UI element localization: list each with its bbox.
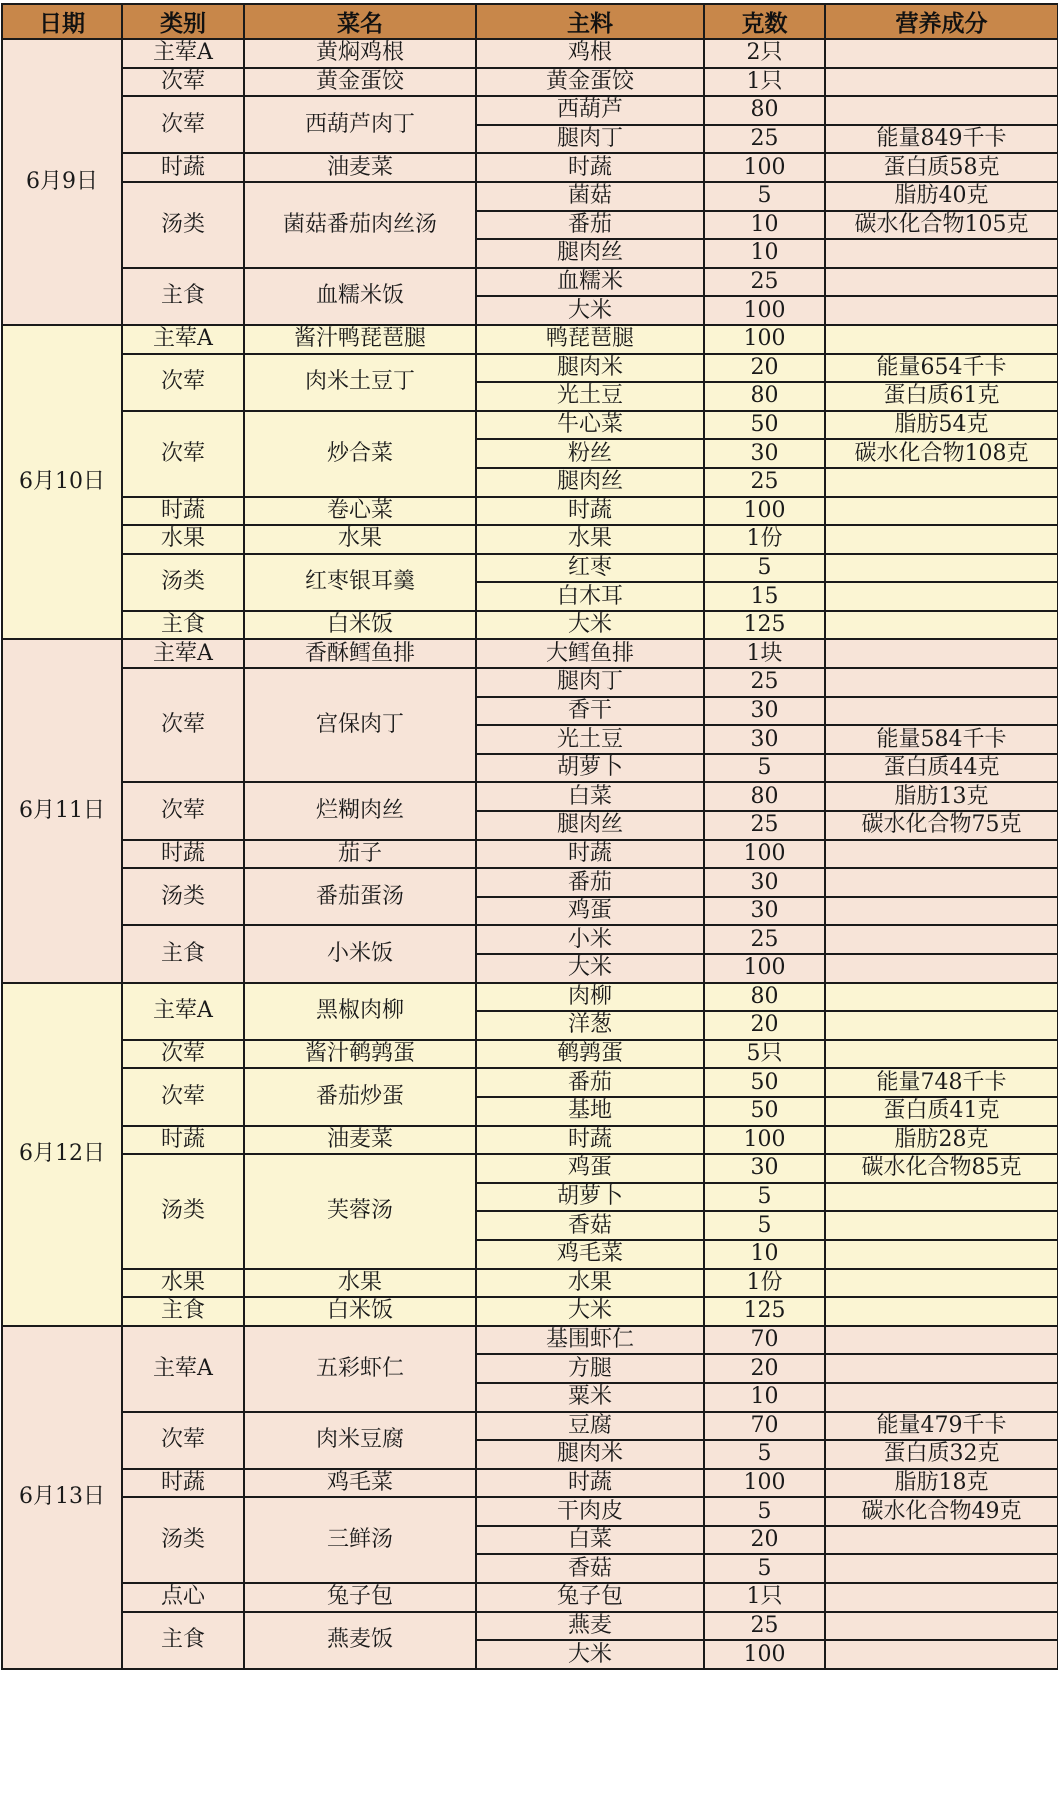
dish-name-cell: 宫保肉丁 xyxy=(244,668,476,782)
nutrition-cell: 碳水化合物49克 xyxy=(825,1497,1058,1526)
table-row xyxy=(2,1583,1058,1612)
table-row xyxy=(2,1612,1058,1641)
dish-name-cell: 番茄炒蛋 xyxy=(244,1068,476,1125)
category-cell: 汤类 xyxy=(122,1497,244,1583)
nutrition-cell xyxy=(825,983,1058,1012)
category-cell: 汤类 xyxy=(122,868,244,925)
nutrition-cell xyxy=(825,1297,1058,1326)
nutrition-cell xyxy=(825,1183,1058,1212)
table-row xyxy=(2,68,1058,97)
nutrition-cell xyxy=(825,239,1058,268)
ingredient-cell: 腿肉丝 xyxy=(476,811,704,840)
table-header xyxy=(2,4,1058,39)
nutrition-cell xyxy=(825,525,1058,554)
table-row xyxy=(2,153,1058,182)
category-cell: 点心 xyxy=(122,1583,244,1612)
ingredient-cell: 水果 xyxy=(476,1269,704,1298)
quantity-cell: 30 xyxy=(704,725,825,754)
quantity-cell: 10 xyxy=(704,239,825,268)
quantity-cell: 100 xyxy=(704,954,825,983)
dish-name-cell: 酱汁鸭琵琶腿 xyxy=(244,325,476,354)
ingredient-cell: 白菜 xyxy=(476,1526,704,1555)
ingredient-cell: 大米 xyxy=(476,611,704,640)
header-quantity: 克数 xyxy=(704,4,825,39)
category-cell: 水果 xyxy=(122,525,244,554)
dish-name-cell: 血糯米饭 xyxy=(244,268,476,325)
nutrition-cell xyxy=(825,1612,1058,1641)
dish-name-cell: 红枣银耳羹 xyxy=(244,554,476,611)
nutrition-cell xyxy=(825,39,1058,68)
nutrition-cell xyxy=(825,1211,1058,1240)
dish-name-cell: 黄焖鸡根 xyxy=(244,39,476,68)
ingredient-cell: 胡萝卜 xyxy=(476,1183,704,1212)
table-row xyxy=(2,354,1058,383)
ingredient-cell: 腿肉米 xyxy=(476,354,704,383)
nutrition-cell: 蛋白质61克 xyxy=(825,382,1058,411)
table-row xyxy=(2,1469,1058,1498)
date-cell: 6月9日 xyxy=(2,39,122,325)
nutrition-cell xyxy=(825,268,1058,297)
ingredient-cell: 水果 xyxy=(476,525,704,554)
ingredient-cell: 大米 xyxy=(476,1640,704,1669)
nutrition-cell xyxy=(825,697,1058,726)
dish-name-cell: 酱汁鹌鹑蛋 xyxy=(244,1040,476,1069)
table-row xyxy=(2,611,1058,640)
category-cell: 主食 xyxy=(122,1612,244,1669)
header-category: 类别 xyxy=(122,4,244,39)
table-row xyxy=(2,325,1058,354)
quantity-cell: 25 xyxy=(704,811,825,840)
day-group xyxy=(2,983,1058,1326)
table-row xyxy=(2,868,1058,897)
ingredient-cell: 番茄 xyxy=(476,1068,704,1097)
quantity-cell: 5 xyxy=(704,1183,825,1212)
ingredient-cell: 腿肉米 xyxy=(476,1440,704,1469)
quantity-cell: 15 xyxy=(704,582,825,611)
nutrition-cell: 蛋白质44克 xyxy=(825,754,1058,783)
quantity-cell: 5 xyxy=(704,182,825,211)
quantity-cell: 5 xyxy=(704,1211,825,1240)
ingredient-cell: 菌菇 xyxy=(476,182,704,211)
date-cell: 6月13日 xyxy=(2,1326,122,1669)
dish-name-cell: 鸡毛菜 xyxy=(244,1469,476,1498)
nutrition-cell: 脂肪18克 xyxy=(825,1469,1058,1498)
quantity-cell: 80 xyxy=(704,782,825,811)
ingredient-cell: 大鳕鱼排 xyxy=(476,639,704,668)
quantity-cell: 20 xyxy=(704,1011,825,1040)
ingredient-cell: 时蔬 xyxy=(476,1126,704,1155)
ingredient-cell: 腿肉丝 xyxy=(476,468,704,497)
category-cell: 汤类 xyxy=(122,182,244,268)
ingredient-cell: 香菇 xyxy=(476,1211,704,1240)
quantity-cell: 5 xyxy=(704,1440,825,1469)
ingredient-cell: 鸡毛菜 xyxy=(476,1240,704,1269)
nutrition-cell xyxy=(825,554,1058,583)
header-dish: 菜名 xyxy=(244,4,476,39)
quantity-cell: 30 xyxy=(704,439,825,468)
nutrition-cell xyxy=(825,296,1058,325)
quantity-cell: 10 xyxy=(704,211,825,240)
nutrition-cell: 脂肪13克 xyxy=(825,782,1058,811)
category-cell: 次荤 xyxy=(122,782,244,839)
dish-name-cell: 白米饭 xyxy=(244,1297,476,1326)
ingredient-cell: 光土豆 xyxy=(476,725,704,754)
quantity-cell: 100 xyxy=(704,1126,825,1155)
header-ingredient: 主料 xyxy=(476,4,704,39)
header-date: 日期 xyxy=(2,4,122,39)
quantity-cell: 30 xyxy=(704,897,825,926)
date-cell: 6月10日 xyxy=(2,325,122,640)
nutrition-cell xyxy=(825,1526,1058,1555)
category-cell: 主食 xyxy=(122,925,244,982)
nutrition-cell xyxy=(825,1383,1058,1412)
dish-name-cell: 芙蓉汤 xyxy=(244,1154,476,1268)
dish-name-cell: 菌菇番茄肉丝汤 xyxy=(244,182,476,268)
ingredient-cell: 鸭琵琶腿 xyxy=(476,325,704,354)
table-row xyxy=(2,925,1058,954)
quantity-cell: 100 xyxy=(704,325,825,354)
nutrition-cell: 脂肪40克 xyxy=(825,182,1058,211)
category-cell: 主食 xyxy=(122,1297,244,1326)
nutrition-cell xyxy=(825,639,1058,668)
ingredient-cell: 香菇 xyxy=(476,1554,704,1583)
category-cell: 次荤 xyxy=(122,96,244,153)
category-cell: 主荤A xyxy=(122,639,244,668)
ingredient-cell: 鹌鹑蛋 xyxy=(476,1040,704,1069)
nutrition-cell: 碳水化合物105克 xyxy=(825,211,1058,240)
menu-table xyxy=(1,3,1058,1670)
quantity-cell: 30 xyxy=(704,697,825,726)
table-row xyxy=(2,182,1058,211)
quantity-cell: 1份 xyxy=(704,525,825,554)
ingredient-cell: 腿肉丁 xyxy=(476,125,704,154)
quantity-cell: 5 xyxy=(704,1497,825,1526)
category-cell: 次荤 xyxy=(122,411,244,497)
table-row xyxy=(2,1068,1058,1097)
quantity-cell: 20 xyxy=(704,354,825,383)
nutrition-cell xyxy=(825,1554,1058,1583)
quantity-cell: 10 xyxy=(704,1240,825,1269)
ingredient-cell: 腿肉丁 xyxy=(476,668,704,697)
quantity-cell: 30 xyxy=(704,1154,825,1183)
table-row xyxy=(2,1040,1058,1069)
quantity-cell: 50 xyxy=(704,1068,825,1097)
table-row xyxy=(2,1497,1058,1526)
dish-name-cell: 黄金蛋饺 xyxy=(244,68,476,97)
ingredient-cell: 鸡蛋 xyxy=(476,1154,704,1183)
quantity-cell: 125 xyxy=(704,1297,825,1326)
day-group xyxy=(2,1326,1058,1669)
ingredient-cell: 鸡根 xyxy=(476,39,704,68)
dish-name-cell: 水果 xyxy=(244,1269,476,1298)
category-cell: 时蔬 xyxy=(122,153,244,182)
ingredient-cell: 方腿 xyxy=(476,1354,704,1383)
quantity-cell: 100 xyxy=(704,153,825,182)
table-row xyxy=(2,782,1058,811)
category-cell: 次荤 xyxy=(122,1412,244,1469)
nutrition-cell xyxy=(825,1269,1058,1298)
header-nutrition: 营养成分 xyxy=(825,4,1058,39)
nutrition-cell xyxy=(825,1326,1058,1355)
ingredient-cell: 基地 xyxy=(476,1097,704,1126)
table-row xyxy=(2,268,1058,297)
category-cell: 主荤A xyxy=(122,325,244,354)
ingredient-cell: 血糯米 xyxy=(476,268,704,297)
category-cell: 主荤A xyxy=(122,1326,244,1412)
nutrition-cell: 蛋白质32克 xyxy=(825,1440,1058,1469)
quantity-cell: 25 xyxy=(704,268,825,297)
quantity-cell: 100 xyxy=(704,497,825,526)
nutrition-cell: 脂肪54克 xyxy=(825,411,1058,440)
dish-name-cell: 五彩虾仁 xyxy=(244,1326,476,1412)
ingredient-cell: 粟米 xyxy=(476,1383,704,1412)
quantity-cell: 1只 xyxy=(704,68,825,97)
day-group xyxy=(2,639,1058,982)
table-row xyxy=(2,96,1058,125)
ingredient-cell: 燕麦 xyxy=(476,1612,704,1641)
ingredient-cell: 腿肉丝 xyxy=(476,239,704,268)
category-cell: 次荤 xyxy=(122,1068,244,1125)
nutrition-cell: 能量584千卡 xyxy=(825,725,1058,754)
quantity-cell: 70 xyxy=(704,1412,825,1441)
dish-name-cell: 黑椒肉柳 xyxy=(244,983,476,1040)
dish-name-cell: 肉米豆腐 xyxy=(244,1412,476,1469)
nutrition-cell: 能量479千卡 xyxy=(825,1412,1058,1441)
quantity-cell: 125 xyxy=(704,611,825,640)
nutrition-cell xyxy=(825,68,1058,97)
quantity-cell: 50 xyxy=(704,1097,825,1126)
category-cell: 次荤 xyxy=(122,668,244,782)
quantity-cell: 25 xyxy=(704,125,825,154)
nutrition-cell xyxy=(825,1354,1058,1383)
nutrition-cell: 蛋白质58克 xyxy=(825,153,1058,182)
table-row xyxy=(2,1297,1058,1326)
table-row xyxy=(2,1269,1058,1298)
nutrition-cell xyxy=(825,1583,1058,1612)
nutrition-cell xyxy=(825,840,1058,869)
table-row xyxy=(2,1412,1058,1441)
table-row xyxy=(2,1154,1058,1183)
quantity-cell: 30 xyxy=(704,868,825,897)
nutrition-cell: 碳水化合物85克 xyxy=(825,1154,1058,1183)
table-row xyxy=(2,840,1058,869)
quantity-cell: 1块 xyxy=(704,639,825,668)
ingredient-cell: 洋葱 xyxy=(476,1011,704,1040)
table-row xyxy=(2,497,1058,526)
nutrition-cell: 能量748千卡 xyxy=(825,1068,1058,1097)
quantity-cell: 20 xyxy=(704,1354,825,1383)
dish-name-cell: 三鲜汤 xyxy=(244,1497,476,1583)
quantity-cell: 5 xyxy=(704,754,825,783)
dish-name-cell: 香酥鳕鱼排 xyxy=(244,639,476,668)
category-cell: 时蔬 xyxy=(122,840,244,869)
quantity-cell: 20 xyxy=(704,1526,825,1555)
nutrition-cell: 蛋白质41克 xyxy=(825,1097,1058,1126)
quantity-cell: 5 xyxy=(704,554,825,583)
date-cell: 6月11日 xyxy=(2,639,122,982)
ingredient-cell: 大米 xyxy=(476,296,704,325)
ingredient-cell: 牛心菜 xyxy=(476,411,704,440)
table-row xyxy=(2,1326,1058,1355)
date-cell: 6月12日 xyxy=(2,983,122,1326)
ingredient-cell: 光土豆 xyxy=(476,382,704,411)
quantity-cell: 25 xyxy=(704,468,825,497)
ingredient-cell: 番茄 xyxy=(476,211,704,240)
nutrition-cell xyxy=(825,668,1058,697)
nutrition-cell: 能量849千卡 xyxy=(825,125,1058,154)
category-cell: 水果 xyxy=(122,1269,244,1298)
ingredient-cell: 时蔬 xyxy=(476,497,704,526)
header-row xyxy=(2,4,1058,39)
quantity-cell: 25 xyxy=(704,925,825,954)
nutrition-cell xyxy=(825,611,1058,640)
table-row xyxy=(2,554,1058,583)
nutrition-cell xyxy=(825,954,1058,983)
category-cell: 主食 xyxy=(122,611,244,640)
nutrition-cell: 能量654千卡 xyxy=(825,354,1058,383)
ingredient-cell: 基围虾仁 xyxy=(476,1326,704,1355)
category-cell: 时蔬 xyxy=(122,497,244,526)
quantity-cell: 1份 xyxy=(704,1269,825,1298)
dish-name-cell: 烂糊肉丝 xyxy=(244,782,476,839)
dish-name-cell: 油麦菜 xyxy=(244,1126,476,1155)
ingredient-cell: 豆腐 xyxy=(476,1412,704,1441)
quantity-cell: 100 xyxy=(704,296,825,325)
quantity-cell: 25 xyxy=(704,1612,825,1641)
nutrition-cell xyxy=(825,582,1058,611)
ingredient-cell: 番茄 xyxy=(476,868,704,897)
nutrition-cell xyxy=(825,1011,1058,1040)
dish-name-cell: 炒合菜 xyxy=(244,411,476,497)
dish-name-cell: 肉米土豆丁 xyxy=(244,354,476,411)
category-cell: 时蔬 xyxy=(122,1469,244,1498)
dish-name-cell: 番茄蛋汤 xyxy=(244,868,476,925)
quantity-cell: 25 xyxy=(704,668,825,697)
ingredient-cell: 小米 xyxy=(476,925,704,954)
category-cell: 主食 xyxy=(122,268,244,325)
dish-name-cell: 小米饭 xyxy=(244,925,476,982)
day-group xyxy=(2,325,1058,640)
ingredient-cell: 香干 xyxy=(476,697,704,726)
dish-name-cell: 燕麦饭 xyxy=(244,1612,476,1669)
table-row xyxy=(2,983,1058,1012)
category-cell: 次荤 xyxy=(122,354,244,411)
nutrition-cell xyxy=(825,96,1058,125)
dish-name-cell: 兔子包 xyxy=(244,1583,476,1612)
dish-name-cell: 白米饭 xyxy=(244,611,476,640)
category-cell: 汤类 xyxy=(122,554,244,611)
nutrition-cell xyxy=(825,1640,1058,1669)
nutrition-cell xyxy=(825,1040,1058,1069)
nutrition-cell xyxy=(825,325,1058,354)
nutrition-cell: 碳水化合物108克 xyxy=(825,439,1058,468)
nutrition-cell xyxy=(825,925,1058,954)
table-row xyxy=(2,1126,1058,1155)
quantity-cell: 50 xyxy=(704,411,825,440)
ingredient-cell: 白木耳 xyxy=(476,582,704,611)
ingredient-cell: 肉柳 xyxy=(476,983,704,1012)
table-row xyxy=(2,525,1058,554)
ingredient-cell: 西葫芦 xyxy=(476,96,704,125)
ingredient-cell: 胡萝卜 xyxy=(476,754,704,783)
dish-name-cell: 茄子 xyxy=(244,840,476,869)
quantity-cell: 2只 xyxy=(704,39,825,68)
table-row xyxy=(2,639,1058,668)
category-cell: 汤类 xyxy=(122,1154,244,1268)
nutrition-cell: 碳水化合物75克 xyxy=(825,811,1058,840)
table-row xyxy=(2,39,1058,68)
category-cell: 次荤 xyxy=(122,68,244,97)
ingredient-cell: 时蔬 xyxy=(476,153,704,182)
dish-name-cell: 水果 xyxy=(244,525,476,554)
ingredient-cell: 白菜 xyxy=(476,782,704,811)
quantity-cell: 5只 xyxy=(704,1040,825,1069)
ingredient-cell: 时蔬 xyxy=(476,1469,704,1498)
quantity-cell: 100 xyxy=(704,1469,825,1498)
nutrition-cell xyxy=(825,897,1058,926)
ingredient-cell: 黄金蛋饺 xyxy=(476,68,704,97)
ingredient-cell: 粉丝 xyxy=(476,439,704,468)
quantity-cell: 10 xyxy=(704,1383,825,1412)
ingredient-cell: 时蔬 xyxy=(476,840,704,869)
nutrition-cell xyxy=(825,868,1058,897)
quantity-cell: 5 xyxy=(704,1554,825,1583)
quantity-cell: 100 xyxy=(704,1640,825,1669)
quantity-cell: 1只 xyxy=(704,1583,825,1612)
quantity-cell: 80 xyxy=(704,983,825,1012)
ingredient-cell: 大米 xyxy=(476,1297,704,1326)
quantity-cell: 70 xyxy=(704,1326,825,1355)
quantity-cell: 100 xyxy=(704,840,825,869)
nutrition-cell xyxy=(825,1240,1058,1269)
dish-name-cell: 油麦菜 xyxy=(244,153,476,182)
category-cell: 时蔬 xyxy=(122,1126,244,1155)
ingredient-cell: 红枣 xyxy=(476,554,704,583)
quantity-cell: 80 xyxy=(704,96,825,125)
table-row xyxy=(2,411,1058,440)
nutrition-cell: 脂肪28克 xyxy=(825,1126,1058,1155)
ingredient-cell: 干肉皮 xyxy=(476,1497,704,1526)
table-row xyxy=(2,668,1058,697)
day-group xyxy=(2,39,1058,325)
quantity-cell: 80 xyxy=(704,382,825,411)
category-cell: 主荤A xyxy=(122,983,244,1040)
category-cell: 次荤 xyxy=(122,1040,244,1069)
ingredient-cell: 鸡蛋 xyxy=(476,897,704,926)
ingredient-cell: 大米 xyxy=(476,954,704,983)
category-cell: 主荤A xyxy=(122,39,244,68)
nutrition-cell xyxy=(825,497,1058,526)
ingredient-cell: 兔子包 xyxy=(476,1583,704,1612)
dish-name-cell: 西葫芦肉丁 xyxy=(244,96,476,153)
dish-name-cell: 卷心菜 xyxy=(244,497,476,526)
nutrition-cell xyxy=(825,468,1058,497)
